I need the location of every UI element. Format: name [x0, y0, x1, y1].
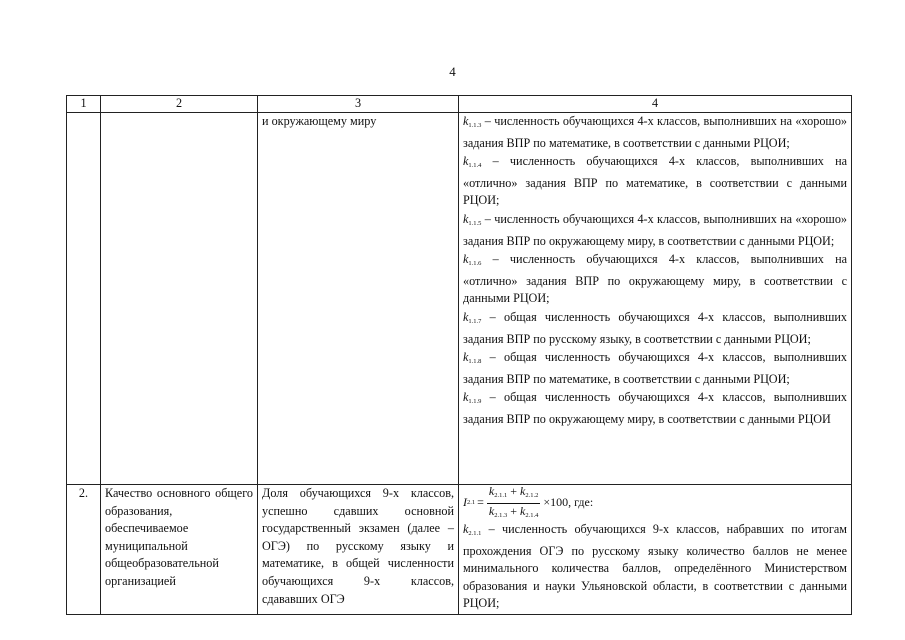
variable-text: – общая численность обучающихся 4-х классов, выполнивших задания ВПР по математике, в соответствии с данными РЦОИ; — [463, 350, 847, 386]
indicators-table — [66, 95, 852, 615]
numerator-sub-b: 2.1.2 — [525, 491, 539, 499]
variable-symbol: k — [463, 309, 469, 324]
variable-definition — [463, 113, 847, 152]
variable-subscript: 1.1.8 — [468, 358, 482, 366]
table-header-row — [67, 96, 852, 113]
denominator-var-b: k — [520, 503, 526, 518]
variable-text: – численность обучающихся 9-х классов, набравших по итогам прохождения ОГЭ по русскому языку количество баллов не менее минимального количества баллов, определённого Министерством образования и науки Ульяновской области, в соответствии с данными РЦОИ; — [463, 522, 847, 611]
row2-formula-cell — [459, 485, 852, 615]
variable-symbol: k — [463, 522, 469, 536]
formula-fraction — [487, 484, 540, 523]
formula-lhs-subscript: 2.1 — [467, 499, 476, 507]
variable-text: – общая численность обучающихся 4-х классов, выполнивших задания ВПР по окружающему миру, в соответствии с данными РЦОИ — [463, 390, 847, 426]
variable-symbol: k — [463, 154, 469, 169]
variable-symbol: k — [463, 350, 469, 365]
row1-description-cell — [258, 113, 459, 485]
row1-formula-cell — [459, 113, 852, 485]
variable-subscript: 1.1.6 — [468, 260, 482, 268]
variable-text: – численность обучающихся 4-х классов, выполнивших на «отлично» задания ВПР по окружающему миру, в соответствии с данными РЦОИ; — [463, 252, 848, 306]
variable-definition — [463, 349, 847, 388]
row1-number-cell — [67, 113, 101, 485]
variable-subscript: 1.1.9 — [468, 398, 482, 406]
variable-text: – численность обучающихся 4-х классов, выполнивших на «отлично» задания ВПР по математике, в соответствии с данными РЦОИ; — [463, 154, 848, 208]
formula-times: ×100, где: — [543, 495, 594, 510]
denominator-var-a: k — [488, 503, 495, 518]
header-cell-1: 1 — [67, 96, 101, 113]
variable-definition — [463, 211, 847, 250]
numerator-var-b: k — [520, 483, 526, 498]
plus-sign: + — [510, 503, 518, 518]
header-cell-3: 3 — [258, 96, 459, 113]
variable-text: – общая численность обучающихся 4-х классов, выполнивших задания ВПР по русскому языку, в соответствии с данными РЦОИ; — [463, 309, 847, 346]
table-row — [67, 485, 852, 615]
variable-symbol: k — [463, 252, 469, 267]
variable-definition — [463, 521, 847, 613]
row2-description: Доля обучающихся 9-х классов, успешно сдавших основной государственный экзамен (далее – ОГЭ) по русскому языку и математике, в общей численности обучающихся 9-х классов, сдававших ОГЭ — [258, 485, 459, 615]
plus-sign: + — [510, 483, 518, 498]
denominator-sub-b: 2.1.4 — [525, 511, 539, 519]
variable-symbol: k — [463, 390, 469, 405]
formula-equals: = — [477, 495, 484, 510]
numerator-sub-a: 2.1.1 — [494, 491, 508, 499]
fraction-numerator — [487, 484, 540, 504]
variable-symbol: k — [463, 211, 469, 226]
page-number: 4 — [449, 64, 456, 79]
variable-text: – численность обучающихся 4-х классов, выполнивших на «хорошо» задания ВПР по окружающему миру, в соответствии с данными РЦОИ; — [463, 211, 848, 248]
table-row — [67, 113, 852, 485]
variable-symbol: k — [463, 114, 469, 128]
header-cell-4: 4 — [459, 96, 852, 113]
row1-description: и окружающему миру — [262, 114, 377, 128]
row1-indicator-cell — [101, 113, 258, 485]
denominator-sub-a: 2.1.3 — [494, 511, 508, 519]
variable-subscript: 2.1.1 — [468, 530, 482, 537]
formula — [463, 485, 847, 521]
numerator-var-a: k — [488, 483, 495, 498]
header-cell-2: 2 — [101, 96, 258, 113]
variable-definition — [463, 389, 847, 428]
variable-subscript: 1.1.3 — [468, 122, 482, 129]
formula-lhs: I — [463, 495, 467, 510]
variable-definition — [463, 309, 847, 348]
fraction-denominator — [487, 504, 540, 523]
variable-subscript: 1.1.7 — [468, 317, 482, 325]
row2-number: 2. — [67, 485, 101, 615]
variable-definition — [463, 153, 847, 210]
variable-definition — [463, 251, 847, 308]
row2-indicator-name: Качество основного общего образования, обеспечиваемое муниципальной общеобразовательной организацией — [101, 485, 258, 615]
variable-text: – численность обучающихся 4-х классов, выполнивших на «хорошо» задания ВПР по математике, в соответствии с данными РЦОИ; — [463, 114, 848, 150]
variable-subscript: 1.1.5 — [468, 219, 482, 227]
variable-subscript: 1.1.4 — [468, 162, 482, 170]
